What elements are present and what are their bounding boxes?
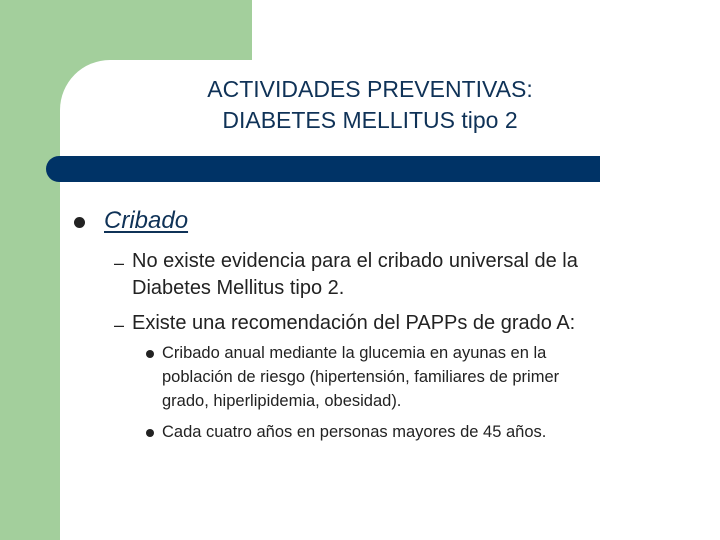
title-line-1: ACTIVIDADES PREVENTIVAS: — [207, 76, 533, 102]
dash-marker: – — [114, 315, 125, 335]
sub-sub-bullet-1-line-2: población de riesgo (hipertensión, familiares de primer — [162, 368, 560, 386]
title-line-2: DIABETES MELLITUS tipo 2 — [222, 107, 518, 133]
sub-sub-bullet-2: Cada cuatro años en personas mayores de 45 años. — [162, 423, 547, 441]
dash-marker: – — [114, 253, 125, 273]
sub-sub-bullet-dot — [146, 429, 154, 437]
sub-bullet-1-line-2: Diabetes Mellitus tipo 2. — [132, 277, 345, 299]
sub-sub-bullet-1-line-1: Cribado anual mediante la glucemia en ayunas en la — [162, 344, 547, 362]
bullet-dot — [74, 217, 85, 228]
bullet-cribado: Cribado — [104, 207, 189, 234]
sub-bullet-1-line-1: No existe evidencia para el cribado universal de la — [132, 250, 578, 272]
sub-sub-bullet-dot — [146, 350, 154, 358]
sub-bullet-2: Existe una recomendación del PAPPs de grado A: — [132, 312, 576, 334]
sub-sub-bullet-1-line-3: grado, hiperlipidemia, obesidad). — [162, 392, 402, 410]
